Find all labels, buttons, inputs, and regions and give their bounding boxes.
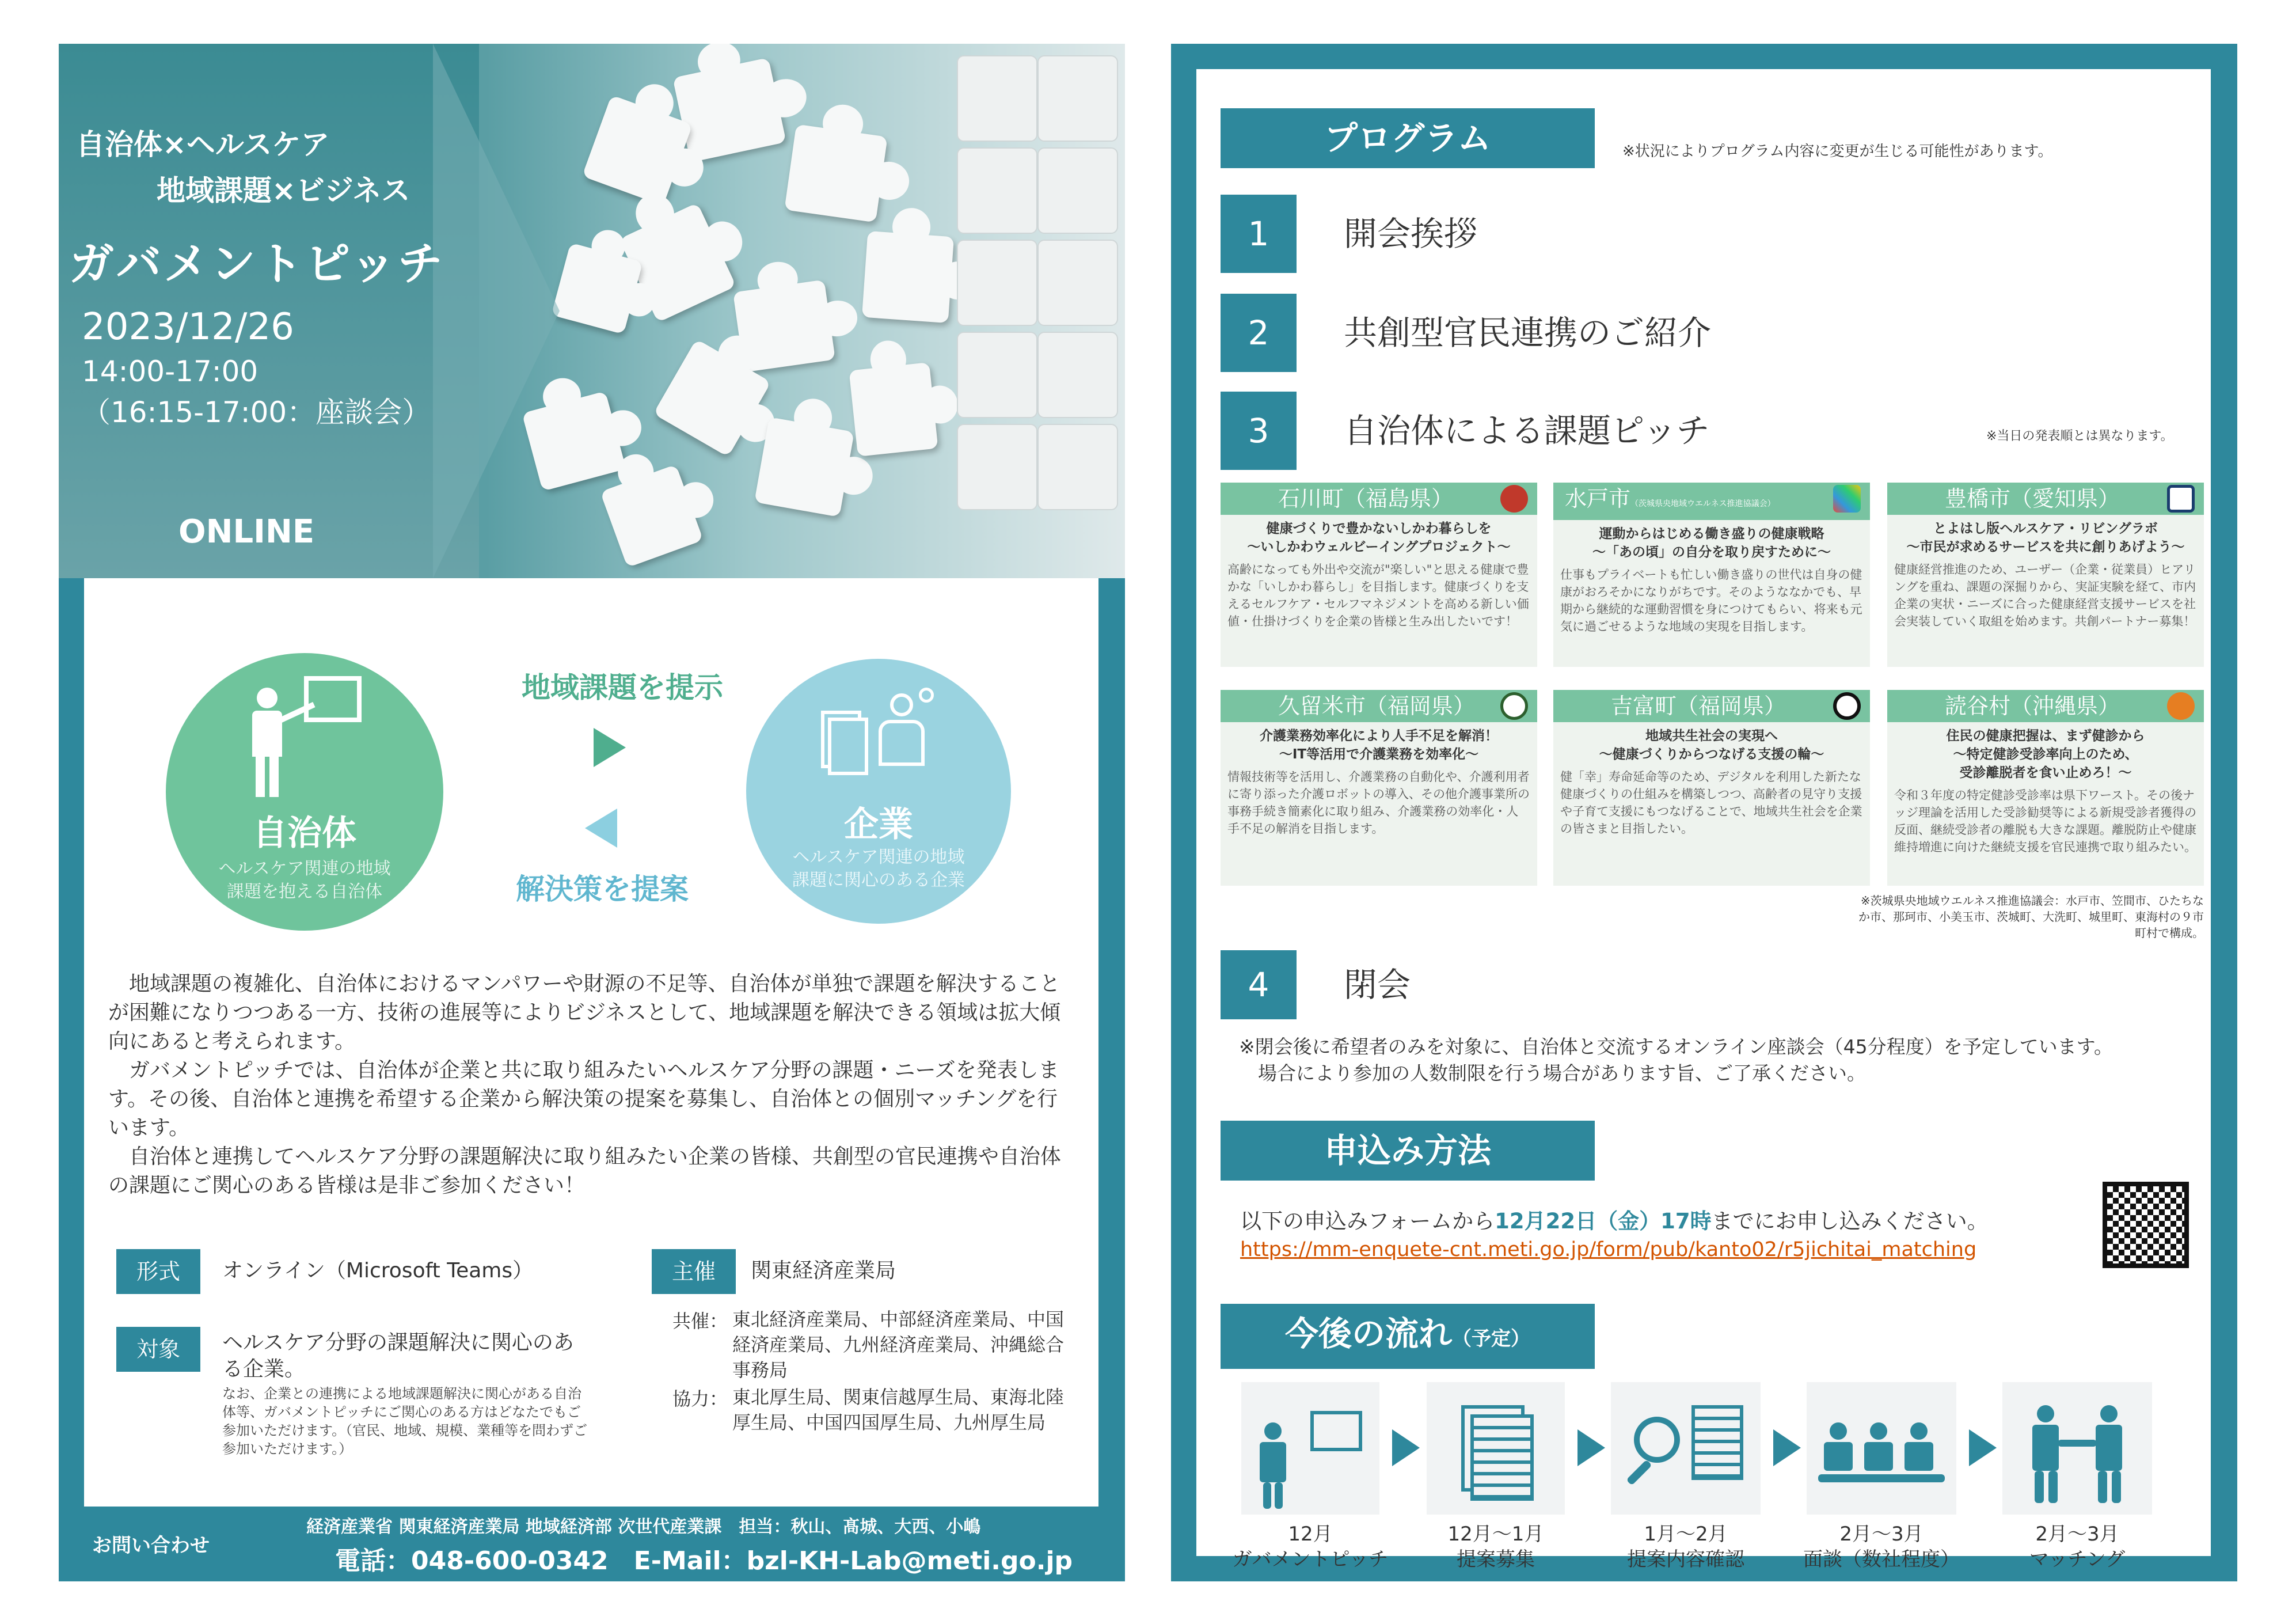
card-heading: 地域共生社会の実現へ ～健康づくりからつなげる支援の輪～ [1599, 728, 1824, 762]
card-heading: 住民の健康把握は、まず健診から ～特定健診受診率向上のため、 受診離脱者を食い止めろ！～ [1946, 728, 2145, 780]
card-title: 豊橋市（愛知県） [1887, 483, 2204, 515]
hero-banner [59, 44, 1125, 578]
card-title: 石川町（福島県） [1221, 483, 1537, 515]
arrow-left-icon [585, 809, 617, 848]
cohost-value: 東北経済産業局、中部経済産業局、中国経済産業局、九州経済産業局、沖縄総合事務局 [732, 1308, 1065, 1381]
town-emblem-icon [1833, 692, 1861, 720]
card-heading: 介護業務効率化により人手不足を解消！ ～IT等活用で介護業務を効率化～ [1260, 728, 1498, 762]
card-heading: 健康づくりで豊かないしかわ暮らしを ～いしかわウェルビーイングプロジェクト～ [1247, 521, 1511, 555]
format-value: オンライン（Microsoft Teams） [222, 1259, 534, 1282]
apply-url-link[interactable]: https://mm-enquete-cnt.meti.go.jp/form/pub/kanto02/r5jichitai_matching [1240, 1238, 1977, 1261]
puzzle-piece-icon [754, 417, 854, 517]
program-num-2: 2 [1221, 294, 1297, 372]
target-tag: 対象 [116, 1327, 200, 1372]
city-emblem-icon [1500, 692, 1528, 720]
card-body: 健「幸」寿命延命等のため、デジタルを利用した新たな健康づくりの仕組みを構築しつつ、高齢者の見守り支援や子育て支援にもつなげることで、地域共生社会を企業の皆さまと目指したい。 [1560, 770, 1862, 836]
card-body: 高齢になっても外出や交流が"楽しい"と思える健康で豊かな「いしかわ暮らし」を目指します。健康づくりを支えるセルフケア・セルフマネジメントを高める新しい価値・仕掛けづくりを企業の皆様と生み出したいです！ [1227, 563, 1529, 628]
arrow-top-label: 地域課題を提示 [522, 671, 723, 704]
card-yomitan [1887, 690, 2204, 886]
town-emblem-icon [1500, 485, 1528, 513]
arrow-right-icon [594, 728, 626, 767]
program-item-1: 開会挨拶 [1344, 214, 1478, 253]
arrow-bottom-label: 解決策を提案 [516, 872, 689, 906]
card-title-note: （茨城県央地域ウエルネス推進協議会） [1630, 499, 1776, 509]
company-icon [821, 688, 936, 791]
card-body: 健康経営推進のため、ユーザー（企業・従業員）ヒアリングを重ね、課題の深掘りから、実証実験を経て、市内企業の実状・ニーズに合った健康経営支援サービスを社会実装していく取組を始めます。共創パートナー募集！ [1894, 563, 2196, 628]
card-toyohashi [1887, 483, 2204, 667]
coop-value: 東北厚生局、関東信越厚生局、東海北陸厚生局、中国四国厚生局、九州厚生局 [732, 1386, 1065, 1433]
program-item-3: 自治体による課題ピッチ [1344, 411, 1710, 450]
card-heading: 運動からはじめる働き盛りの健康戦略 ～「あの頃」の自分を取り戻すために～ [1592, 526, 1831, 560]
meeting-icon [1807, 1382, 1956, 1515]
hero-title: ガバメントピッチ [69, 238, 445, 290]
corp-subtitle: ヘルスケア関連の地域課題に関心のある企業 [792, 847, 965, 890]
documents-icon [1427, 1382, 1565, 1515]
card-title: 吉富町（福岡県） [1553, 690, 1870, 722]
flow-step-2: 12月～1月 提案募集 [1447, 1523, 1544, 1571]
puzzle-piece-icon [672, 58, 786, 162]
target-note: なお、企業との連携による地域課題解決に関心がある自治体等、ガバメントピッチにご関心のある方はどなたでもご参加いただけます。（官民、地域、規模、業種等を問わずご参加いただけます。） [222, 1386, 588, 1457]
flow-arrow-icon [1577, 1429, 1605, 1466]
card-body: 仕事もプライベートも忙しい働き盛りの世代は自身の健康がおろそかになりがちです。そのようななかでも、早期から継続的な運動習慣を身につけてもらい、将来も元気に過ごせるような地域の実現を目指します。 [1560, 568, 1862, 633]
gov-subtitle: ヘルスケア関連の地域課題を抱える自治体 [218, 859, 391, 902]
card-ishikawa [1221, 483, 1537, 667]
inquiry-org: 経済産業省 関東経済産業局 地域経済部 次世代産業課 担当：秋山、髙城、大西、小嶋 [306, 1517, 981, 1537]
apply-text: 以下の申込みフォームから12月22日（金）17時までにお申し込みください。 [1240, 1209, 1989, 1234]
cohost-label: 共催： [672, 1310, 728, 1332]
card-heading: とよはし版ヘルスケア・リビングラボ ～市民が求めるサービスを共に創りあげよう～ [1906, 521, 2185, 555]
apply-deadline: 12月22日（金）17時 [1495, 1209, 1712, 1234]
puzzle-piece-icon [849, 362, 938, 457]
flow-step-1: 12月 ガバメントピッチ [1232, 1523, 1389, 1571]
city-emblem-icon [2167, 485, 2195, 513]
inquiry-label: お問い合わせ [92, 1534, 210, 1557]
card-yoshitomi [1553, 690, 1870, 886]
target-value: ヘルスケア分野の課題解決に関心のある企業。 [222, 1331, 574, 1381]
gov-circle [166, 653, 443, 931]
handshake-icon [2002, 1382, 2152, 1515]
puzzle-piece-icon [784, 124, 887, 223]
online-label: ONLINE [178, 513, 315, 551]
card-body: 情報技術等を活用し、介護業務の自動化や、介護利用者に寄り添った介護ロボットの導入、その他介護事業所の事務手続き簡素化に取り組み、介護業務の効率化・人手不足の解消を目指します。 [1227, 770, 1530, 836]
program-num-3: 3 [1221, 392, 1297, 470]
inquiry-contact: 電話：048-600-0342 E-Mail：bzl-KH-Lab@meti.go.jp [335, 1546, 1073, 1576]
order-note: ※当日の発表順とは異なります。 [1986, 429, 2173, 443]
intro-paragraph-2: ガバメントピッチでは、自治体が企業と共に取り組みたいヘルスケア分野の課題・ニーズを発表します。その後、自治体と連携を希望する企業から解決策の提案を募集し、自治体との個別マッチングを行います。 [108, 1058, 1059, 1140]
card-title: 読谷村（沖縄県） [1887, 690, 2204, 722]
host-value: 関東経済産業局 [751, 1259, 896, 1282]
puzzle-piece-icon [600, 464, 703, 567]
village-emblem-icon [2167, 692, 2195, 720]
qr-code[interactable] [2103, 1182, 2189, 1268]
card-kurume [1221, 690, 1537, 886]
coop-label: 協力： [672, 1388, 728, 1410]
footer [59, 1507, 1125, 1581]
card-mito [1553, 483, 1870, 667]
left-body [84, 578, 1098, 1507]
corp-title: 企業 [844, 805, 913, 845]
flow-step-5: 2月～3月 マッチング [2029, 1523, 2126, 1571]
puzzle-piece-icon [862, 231, 954, 323]
flow-step-3: 1月～2月 提案内容確認 [1627, 1523, 1744, 1571]
flow-arrow-icon [1969, 1429, 1997, 1466]
event-session: （16:15-17:00：座談会） [82, 396, 431, 429]
format-tag: 形式 [116, 1249, 200, 1294]
card-body: 令和３年度の特定健診受診率は県下ワースト。その後ナッジ理論を活用した受診勧奨等による新規受診者獲得の反面、継続受診者の離脱も大きな課題。離脱防止や健康維持増進に向けた継続支援を官民連携で取り組みたい。 [1894, 788, 2196, 854]
left-page [59, 44, 1125, 1581]
hero-line2: 地域課題×ビジネス [157, 174, 410, 207]
right-inner [1196, 69, 2211, 1571]
presenter-icon [252, 676, 362, 791]
card-title: 水戸市 [1565, 486, 1631, 511]
program-num-4: 4 [1221, 950, 1297, 1019]
program-note: ※状況によりプログラム内容に変更が生じる可能性があります。 [1622, 143, 2053, 160]
event-time: 14:00-17:00 [82, 355, 259, 388]
program-header: プログラム [1221, 108, 1595, 168]
flow-arrow-icon [1392, 1429, 1420, 1466]
card-footnote: ※茨城県央地域ウエルネス推進協議会：水戸市、笠間市、ひたちなか市、那珂市、小美玉市、茨城町、大洗町、城里町、東海村の９市町村で構成。 [1858, 894, 2204, 940]
program-item-2: 共創型官民連携のご紹介 [1344, 313, 1712, 352]
corp-circle [746, 659, 1011, 924]
right-page [1171, 44, 2237, 1581]
closing-note: ※閉会後に希望者のみを対象に、自治体と交流するオンライン座談会（45分程度）を予定しています。 場合により参加の人数制限を行う場合があります旨、ご了承ください。 [1239, 1035, 2113, 1084]
card-title: 久留米市（福岡県） [1221, 690, 1537, 722]
program-num-1: 1 [1221, 195, 1297, 273]
host-tag: 主催 [652, 1249, 736, 1294]
flow-arrow-icon [1773, 1429, 1801, 1466]
presenter-icon [1241, 1382, 1379, 1515]
magnifier-icon [1611, 1382, 1761, 1515]
city-emblem-icon [1833, 485, 1861, 513]
apply-header: 申込み方法 [1221, 1121, 1595, 1181]
flow-header: 今後の流れ（予定） [1221, 1304, 1595, 1369]
intro-paragraph-3: 自治体と連携してヘルスケア分野の課題解決に取り組みたい企業の皆様、共創型の官民連携や自治体の課題にご関心のある皆様は是非ご参加ください！ [108, 1145, 1061, 1197]
intro-paragraph-1: 地域課題の複雑化、自治体におけるマンパワーや財源の不足等、自治体が単独で課題を解決することが困難になりつつある一方、技術の進展等によりビジネスとして、地域課題を解決できる領域は拡大傾向にあると考えられます。 [108, 972, 1061, 1053]
event-date: 2023/12/26 [82, 306, 294, 348]
program-item-4: 閉会 [1344, 965, 1411, 1004]
hero-line1: 自治体×ヘルスケア [76, 128, 330, 161]
intro-paragraph [108, 970, 1075, 1200]
flow-step-4: 2月～3月 面談（数社程度） [1803, 1523, 1960, 1571]
gov-title: 自治体 [253, 813, 356, 853]
puzzle-piece-icon [653, 339, 771, 457]
puzzle-piece-icon [582, 95, 693, 206]
